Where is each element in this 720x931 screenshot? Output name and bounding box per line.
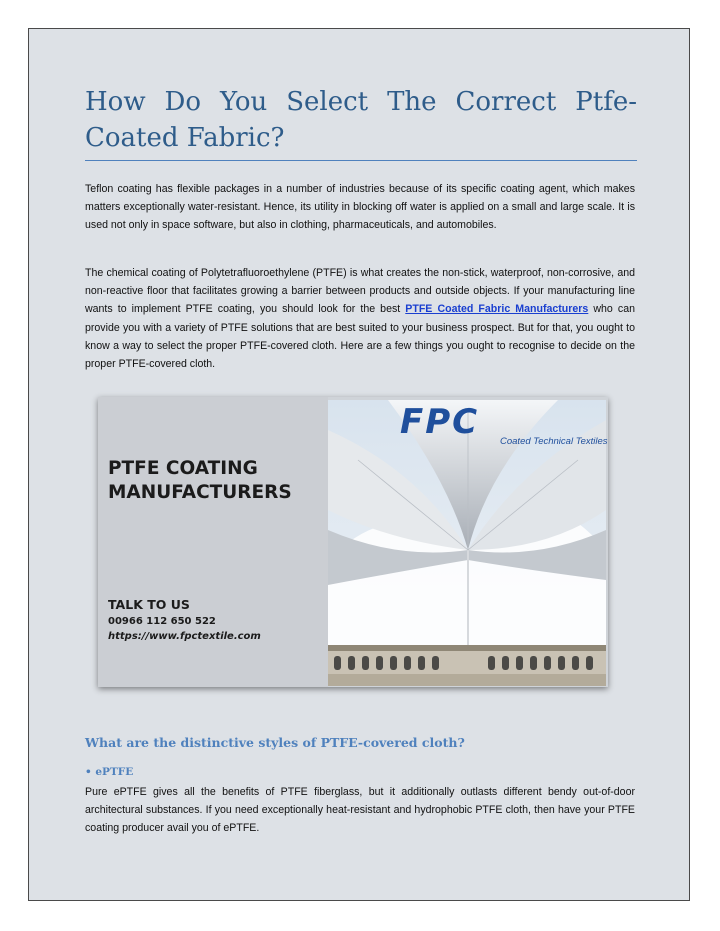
eptfe-paragraph: Pure ePTFE gives all the benefits of PTFE fiberglass, but it additionally outlasts different bendy out-of-door architectural substances. If you need exceptionally heat-resistant and hydrophobic PTFE cloth, then have your PTFE coating producer avail you of ePTFE. <box>85 786 635 835</box>
paragraph-text-after: who can provide you with a variety of PTFE solutions that are best suited to your business prospect. But for that, you ought to know a way to select the proper PTFE-covered cloth. Here are a few things you ought to recognise to decide on the proper PTFE-covered cloth. <box>85 303 635 371</box>
manufacturers-link[interactable]: PTFE Coated Fabric Manufacturers <box>405 303 589 316</box>
eptfe-bullet-heading: • ePTFE <box>85 766 134 778</box>
banner-talk-label: TALK TO US <box>108 597 190 612</box>
page-title: How Do You Select The Correct Ptfe-Coated Fabric? <box>85 87 637 153</box>
ptfe-paragraph <box>85 264 635 373</box>
banner-text-panel <box>98 397 328 687</box>
paragraph-text-before: The chemical coating of Polytetrafluoroethylene (PTFE) is what creates the non-stick, waterproof, non-corrosive, and non-reactive floor that facilitates growing a barrier between products and outside objects. If your manufacturing line wants to implement PTFE coating, you should look for the best <box>85 267 635 316</box>
banner-url: https://www.fpctextile.com <box>108 631 261 642</box>
banner-phone: 00966 112 650 522 <box>108 616 216 627</box>
section-heading: What are the distinctive styles of PTFE-covered cloth? <box>85 735 465 750</box>
fpc-logo <box>398 402 608 450</box>
intro-paragraph: Teflon coating has flexible packages in a number of industries because of its specific coating agent, which makes matters exceptionally water-resistant. Hence, its utility in blocking off water is applied on a small and large scale. It is used not only in space software, but also in clothing, pharmaceuticals, and automobiles. <box>85 183 635 232</box>
fpc-logo-text: FPC <box>400 402 480 442</box>
banner-heading: PTFE COATING MANUFACTURERS <box>108 458 292 503</box>
title-divider <box>85 160 637 161</box>
fpc-logo-tagline: Coated Technical Textiles <box>500 436 608 447</box>
